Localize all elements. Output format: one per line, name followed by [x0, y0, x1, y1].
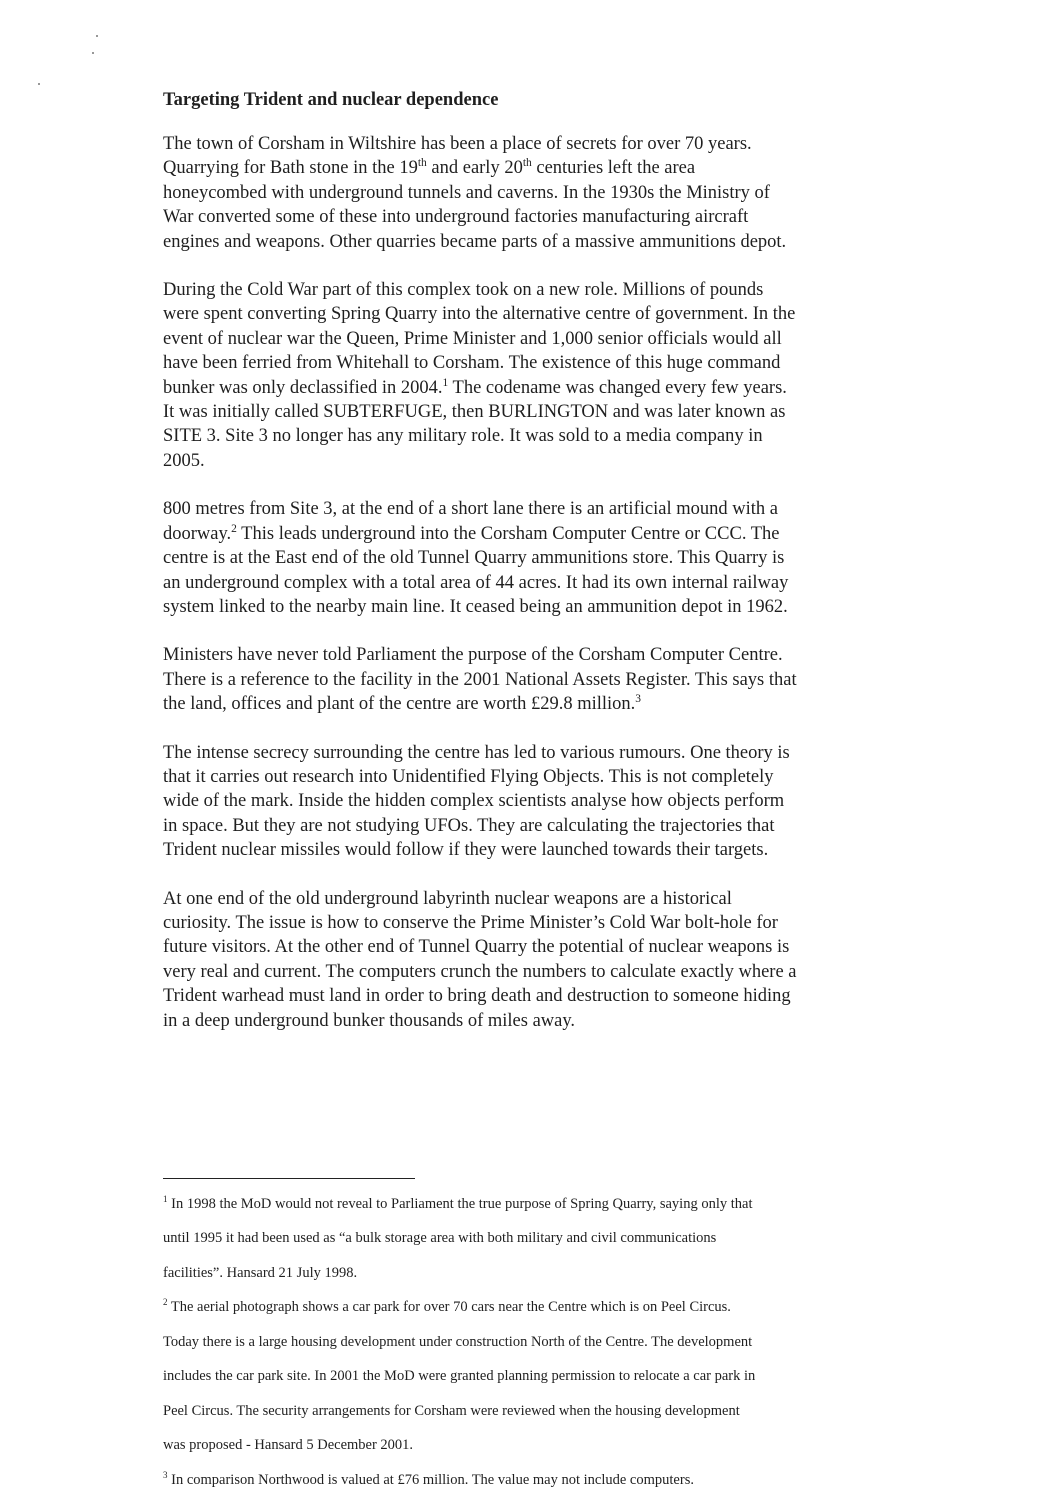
paragraph-2: [163, 278, 905, 473]
text-line: was proposed - Hansard 5 December 2001.: [163, 1437, 414, 1453]
scan-speck: [96, 35, 98, 37]
text-line: $^2$ The aerial photograph shows a car park for over 70 cars near the Centre which is on Peel Circus.: [163, 1297, 731, 1315]
text-line: 800 metres from Site 3, at the end of a short lane there is an artificial mound with a: [163, 499, 778, 520]
text-line: wide of the mark. Inside the hidden complex scientists analyse how objects perform: [163, 791, 785, 812]
text-line: During the Cold War part of this complex took on a new role. Millions of pounds: [163, 280, 764, 301]
text-line: Quarrying for Bath stone in the 19th and early 20th centuries left the area: [163, 157, 696, 179]
superscript: 3: [163, 1469, 168, 1480]
paragraph-5: [163, 741, 905, 863]
text-line: It was initially called SUBTERFUGE, then BURLINGTON and was later known as: [163, 402, 786, 423]
text-line: includes the car park site. In 2001 the MoD were granted planning permission to relocate a car park in: [163, 1368, 756, 1384]
text-line: The town of Corsham in Wiltshire has been a place of secrets for over 70 years.: [163, 134, 752, 154]
text-line: honeycombed with underground tunnels and caverns. In the 1930s the Ministry of: [163, 182, 770, 203]
scan-speck: [92, 52, 94, 54]
footnote-2: [163, 1297, 903, 1455]
text-line: engines and weapons. Other quarries became parts of a massive ammunitions depot.: [163, 231, 787, 252]
text-line: $^1$ In 1998 the MoD would not reveal to Parliament the true purpose of Spring Quarry, saying only that: [163, 1193, 753, 1212]
text-line: SITE 3. Site 3 no longer has any military role. It was sold to a media company in: [163, 426, 763, 447]
superscript: th: [522, 157, 532, 170]
superscript: 2: [231, 522, 237, 535]
text-line: Today there is a large housing development under construction North of the Centre. The development: [163, 1333, 753, 1350]
paragraph-3: [163, 497, 905, 619]
superscript: 1: [163, 1193, 168, 1204]
scan-speck: [38, 83, 40, 85]
text-line: curiosity. The issue is how to conserve the Prime Minister’s Cold War bolt-hole for: [163, 912, 778, 933]
footnote-1: [163, 1194, 903, 1283]
text-line: doorway.$^2$ This leads underground into the Corsham Computer Centre or CCC. The: [163, 522, 780, 544]
text-line: There is a reference to the facility in the 2001 National Assets Register. This says that: [163, 669, 797, 690]
footnotes: [163, 1178, 903, 1504]
text-line: an underground complex with a total area of 44 acres. It had its own internal railway: [163, 572, 789, 593]
superscript: 3: [635, 692, 642, 705]
text-line: in space. But they are not studying UFOs. They are calculating the trajectories that: [163, 815, 775, 836]
text-line: in a deep underground bunker thousands of miles away.: [163, 1010, 576, 1031]
footnote-3: [163, 1470, 903, 1490]
text-line: 2005.: [163, 450, 205, 471]
paragraph-4: [163, 643, 905, 716]
superscript: 1: [442, 376, 449, 389]
superscript: 2: [163, 1297, 168, 1308]
text-line: system linked to the nearby main line. It ceased being an ammunition depot in 1962.: [163, 596, 788, 617]
text-line: The intense secrecy surrounding the centre has led to various rumours. One theory is: [163, 742, 790, 763]
text-line: Trident nuclear missiles would follow if they were launched towards their targets.: [163, 840, 769, 861]
text-line: Ministers have never told Parliament the purpose of the Corsham Computer Centre.: [163, 645, 783, 666]
footnote-divider: [163, 1178, 415, 1179]
text-line: centre is at the East end of the old Tunnel Quarry ammunitions store. This Quarry is: [163, 548, 785, 569]
text-line: $^3$ In comparison Northwood is valued at £76 million. The value may not include computers.: [163, 1469, 694, 1488]
text-line: the land, offices and plant of the centre are worth £29.8 million.$^3$: [163, 692, 642, 715]
text-line: that it carries out research into Unidentified Flying Objects. This is not completely: [163, 766, 774, 787]
text-line: facilities”. Hansard 21 July 1998.: [163, 1264, 358, 1281]
text-line: very real and current. The computers crunch the numbers to calculate exactly where a: [163, 961, 797, 982]
text-line: event of nuclear war the Queen, Prime Minister and 1,000 senior officials would all: [163, 328, 782, 349]
text-line: bunker was only declassified in 2004.$^1$ The codename was changed every few years.: [163, 376, 787, 398]
text-line: have been ferried from Whitehall to Corsham. The existence of this huge command: [163, 353, 781, 374]
paragraph-6: [163, 887, 905, 1033]
text-line: Peel Circus. The security arrangements for Corsham were reviewed when the housing development: [163, 1402, 740, 1419]
text-line: until 1995 it had been used as “a bulk storage area with both military and civil communications: [163, 1230, 717, 1246]
text-line: At one end of the old underground labyrinth nuclear weapons are a historical: [163, 888, 732, 909]
paragraph-1: [163, 132, 905, 254]
text-line: Trident warhead must land in order to bring death and destruction to someone hiding: [163, 986, 791, 1007]
text-line: were spent converting Spring Quarry into the alternative centre of government. In the: [163, 304, 796, 325]
superscript: th: [417, 157, 427, 170]
document-body: [163, 88, 905, 1057]
document-title: Targeting Trident and nuclear dependence: [163, 90, 499, 110]
text-line: future visitors. At the other end of Tunnel Quarry the potential of nuclear weapons is: [163, 937, 790, 958]
text-line: War converted some of these into underground factories manufacturing aircraft: [163, 207, 749, 228]
